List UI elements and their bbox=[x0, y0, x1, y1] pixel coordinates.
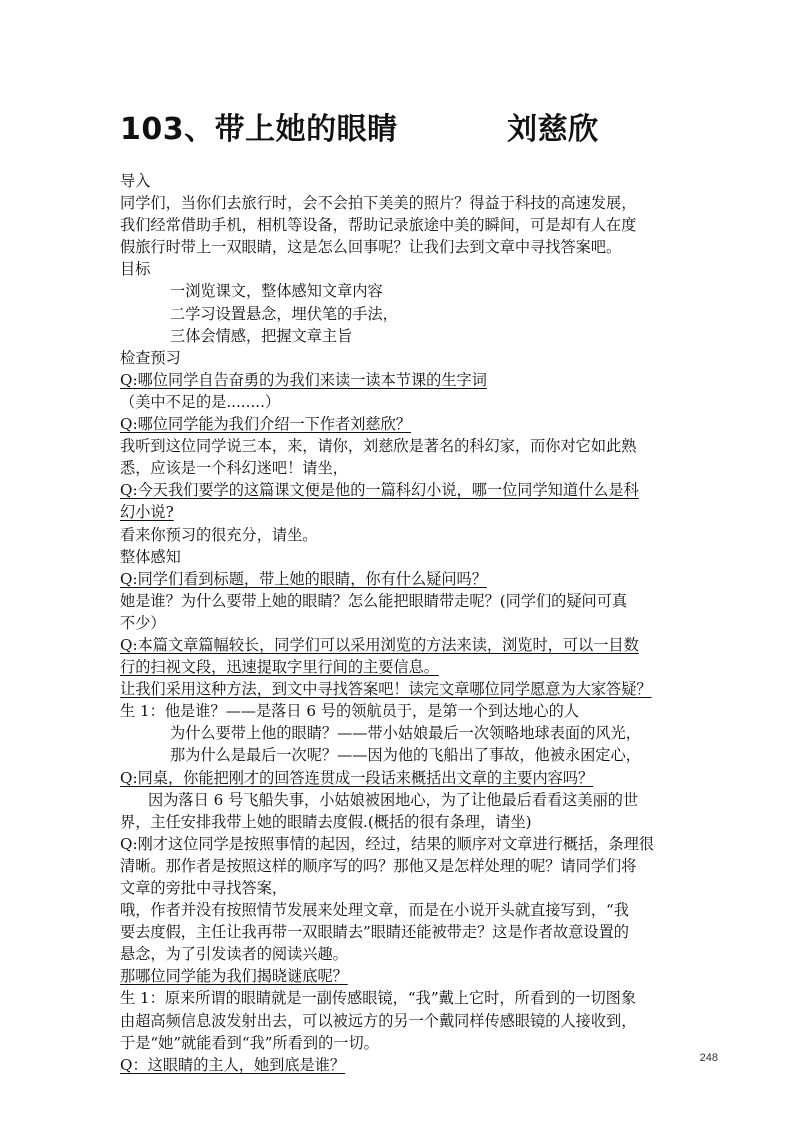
question-line: Q:哪位同学能为我们介绍一下作者刘慈欣？ bbox=[120, 415, 411, 434]
paragraph-line: 假旅行时带上一双眼睛，这是怎么回事呢？让我们去到文章中寻找答案吧。 bbox=[120, 238, 622, 257]
paragraph-line: （美中不足的是........） bbox=[120, 392, 281, 411]
paragraph-line: 她是谁？为什么要带上她的眼睛？怎么能把眼睛带走呢？(同学们的疑问可真 bbox=[120, 591, 628, 610]
paragraph-line: 我听到这位同学说三本，来，请你，刘慈欣是著名的科幻家，而你对它如此熟 bbox=[120, 437, 637, 456]
document-title: 103、带上她的眼睛 刘慈欣 bbox=[120, 112, 599, 147]
paragraph-line: 我们经常借助手机，相机等设备，帮助记录旅途中美的瞬间，可是却有人在度 bbox=[120, 216, 637, 235]
paragraph-line: 悉，应该是一个科幻迷吧！请坐， bbox=[120, 459, 348, 478]
paragraph-line: 因为落日 6 号飞船失事，小姑娘被困地心，为了让他最后看看这美丽的世 bbox=[148, 790, 639, 809]
question-line: Q:哪位同学自告奋勇的为我们来读一读本节课的生字词 bbox=[120, 370, 487, 389]
section-heading-overview: 整体感知 bbox=[120, 547, 181, 566]
paragraph-line: 看来你预习的很充分，请坐。 bbox=[120, 525, 318, 544]
paragraph-line: 要去度假，主任让我再带一双眼睛去”眼睛还能被带走？这是作者故意设置的 bbox=[120, 923, 629, 942]
section-heading-intro: 导入 bbox=[120, 172, 151, 190]
question-line: Q:同桌，你能把刚才的回答连贯成一段话来概括出文章的主要内容吗？ bbox=[120, 768, 594, 787]
page-number: 248 bbox=[699, 1052, 718, 1064]
document-body bbox=[120, 170, 690, 1076]
paragraph-line: 悬念，为了引发读者的阅读兴趣。 bbox=[120, 945, 348, 964]
question-line: 幻小说? bbox=[120, 503, 174, 522]
student-answer-line: 生 1：他是谁？——是落日 6 号的领航员于，是第一个到达地心的人 bbox=[120, 702, 580, 721]
question-line: Q:同学们看到标题，带上她的眼睛，你有什么疑问吗？ bbox=[120, 569, 487, 588]
goal-item: 一浏览课文，整体感知文章内容 bbox=[170, 282, 383, 301]
section-heading-preview: 检查预习 bbox=[120, 348, 181, 367]
question-line: 行的扫视文段，迅速提取字里行间的主要信息。 bbox=[120, 658, 439, 677]
question-line: 让我们采用这种方法，到文中寻找答案吧！读完文章哪位同学愿意为大家答疑？ bbox=[120, 680, 652, 699]
paragraph-line: 哦，作者并没有按照情节发展来处理文章，而是在小说开头就直接写到，“我 bbox=[120, 901, 629, 920]
question-line: Q：这眼睛的主人，她到底是谁？ bbox=[120, 1055, 346, 1074]
student-answer-line: 那为什么是最后一次呢？——因为他的飞船出了事故，他被永困定心， bbox=[170, 746, 641, 765]
student-answer-line: 生 1：原来所谓的眼睛就是一副传感眼镜，“我”戴上它时，所看到的一切图象 bbox=[120, 989, 637, 1008]
student-answer-line: 为什么要带上他的眼睛？——带小姑娘最后一次领略地球表面的风光， bbox=[170, 724, 641, 743]
question-line: 那哪位同学能为我们揭晓谜底呢？ bbox=[120, 967, 348, 986]
question-line: Q:今天我们要学的这篇课文便是他的一篇科幻小说，哪一位同学知道什么是科 bbox=[120, 481, 639, 500]
paragraph-line: 同学们，当你们去旅行时，会不会拍下美美的照片？得益于科技的高速发展， bbox=[120, 194, 637, 213]
paragraph-line: 界，主任安排我带上她的眼睛去度假.(概括的很有条理，请坐) bbox=[120, 812, 532, 831]
paragraph-line: 不少） bbox=[120, 613, 166, 632]
goal-item: 二学习设置悬念，埋伏笔的手法， bbox=[170, 304, 398, 323]
paragraph-line: 文章的旁批中寻找答案， bbox=[120, 879, 288, 897]
section-heading-goals: 目标 bbox=[120, 260, 151, 279]
paragraph-line: Q:刚才这位同学是按照事情的起因，经过，结果的顺序对文章进行概括，条理很 bbox=[120, 834, 654, 853]
paragraph-line: 于是“她”就能看到“我”所看到的一切。 bbox=[120, 1033, 379, 1052]
question-line: Q:本篇文章篇幅较长，同学们可以采用浏览的方法来读，浏览时，可以一目数 bbox=[120, 635, 639, 654]
paragraph-line: 由超高频信息波发射出去，可以被远方的另一个戴同样传感眼镜的人接收到， bbox=[120, 1011, 637, 1030]
paragraph-line: 清晰。那作者是按照这样的顺序写的吗？那他又是怎样处理的呢？请同学们将 bbox=[120, 856, 637, 875]
goal-item: 三体会情感，把握文章主旨 bbox=[170, 326, 353, 345]
